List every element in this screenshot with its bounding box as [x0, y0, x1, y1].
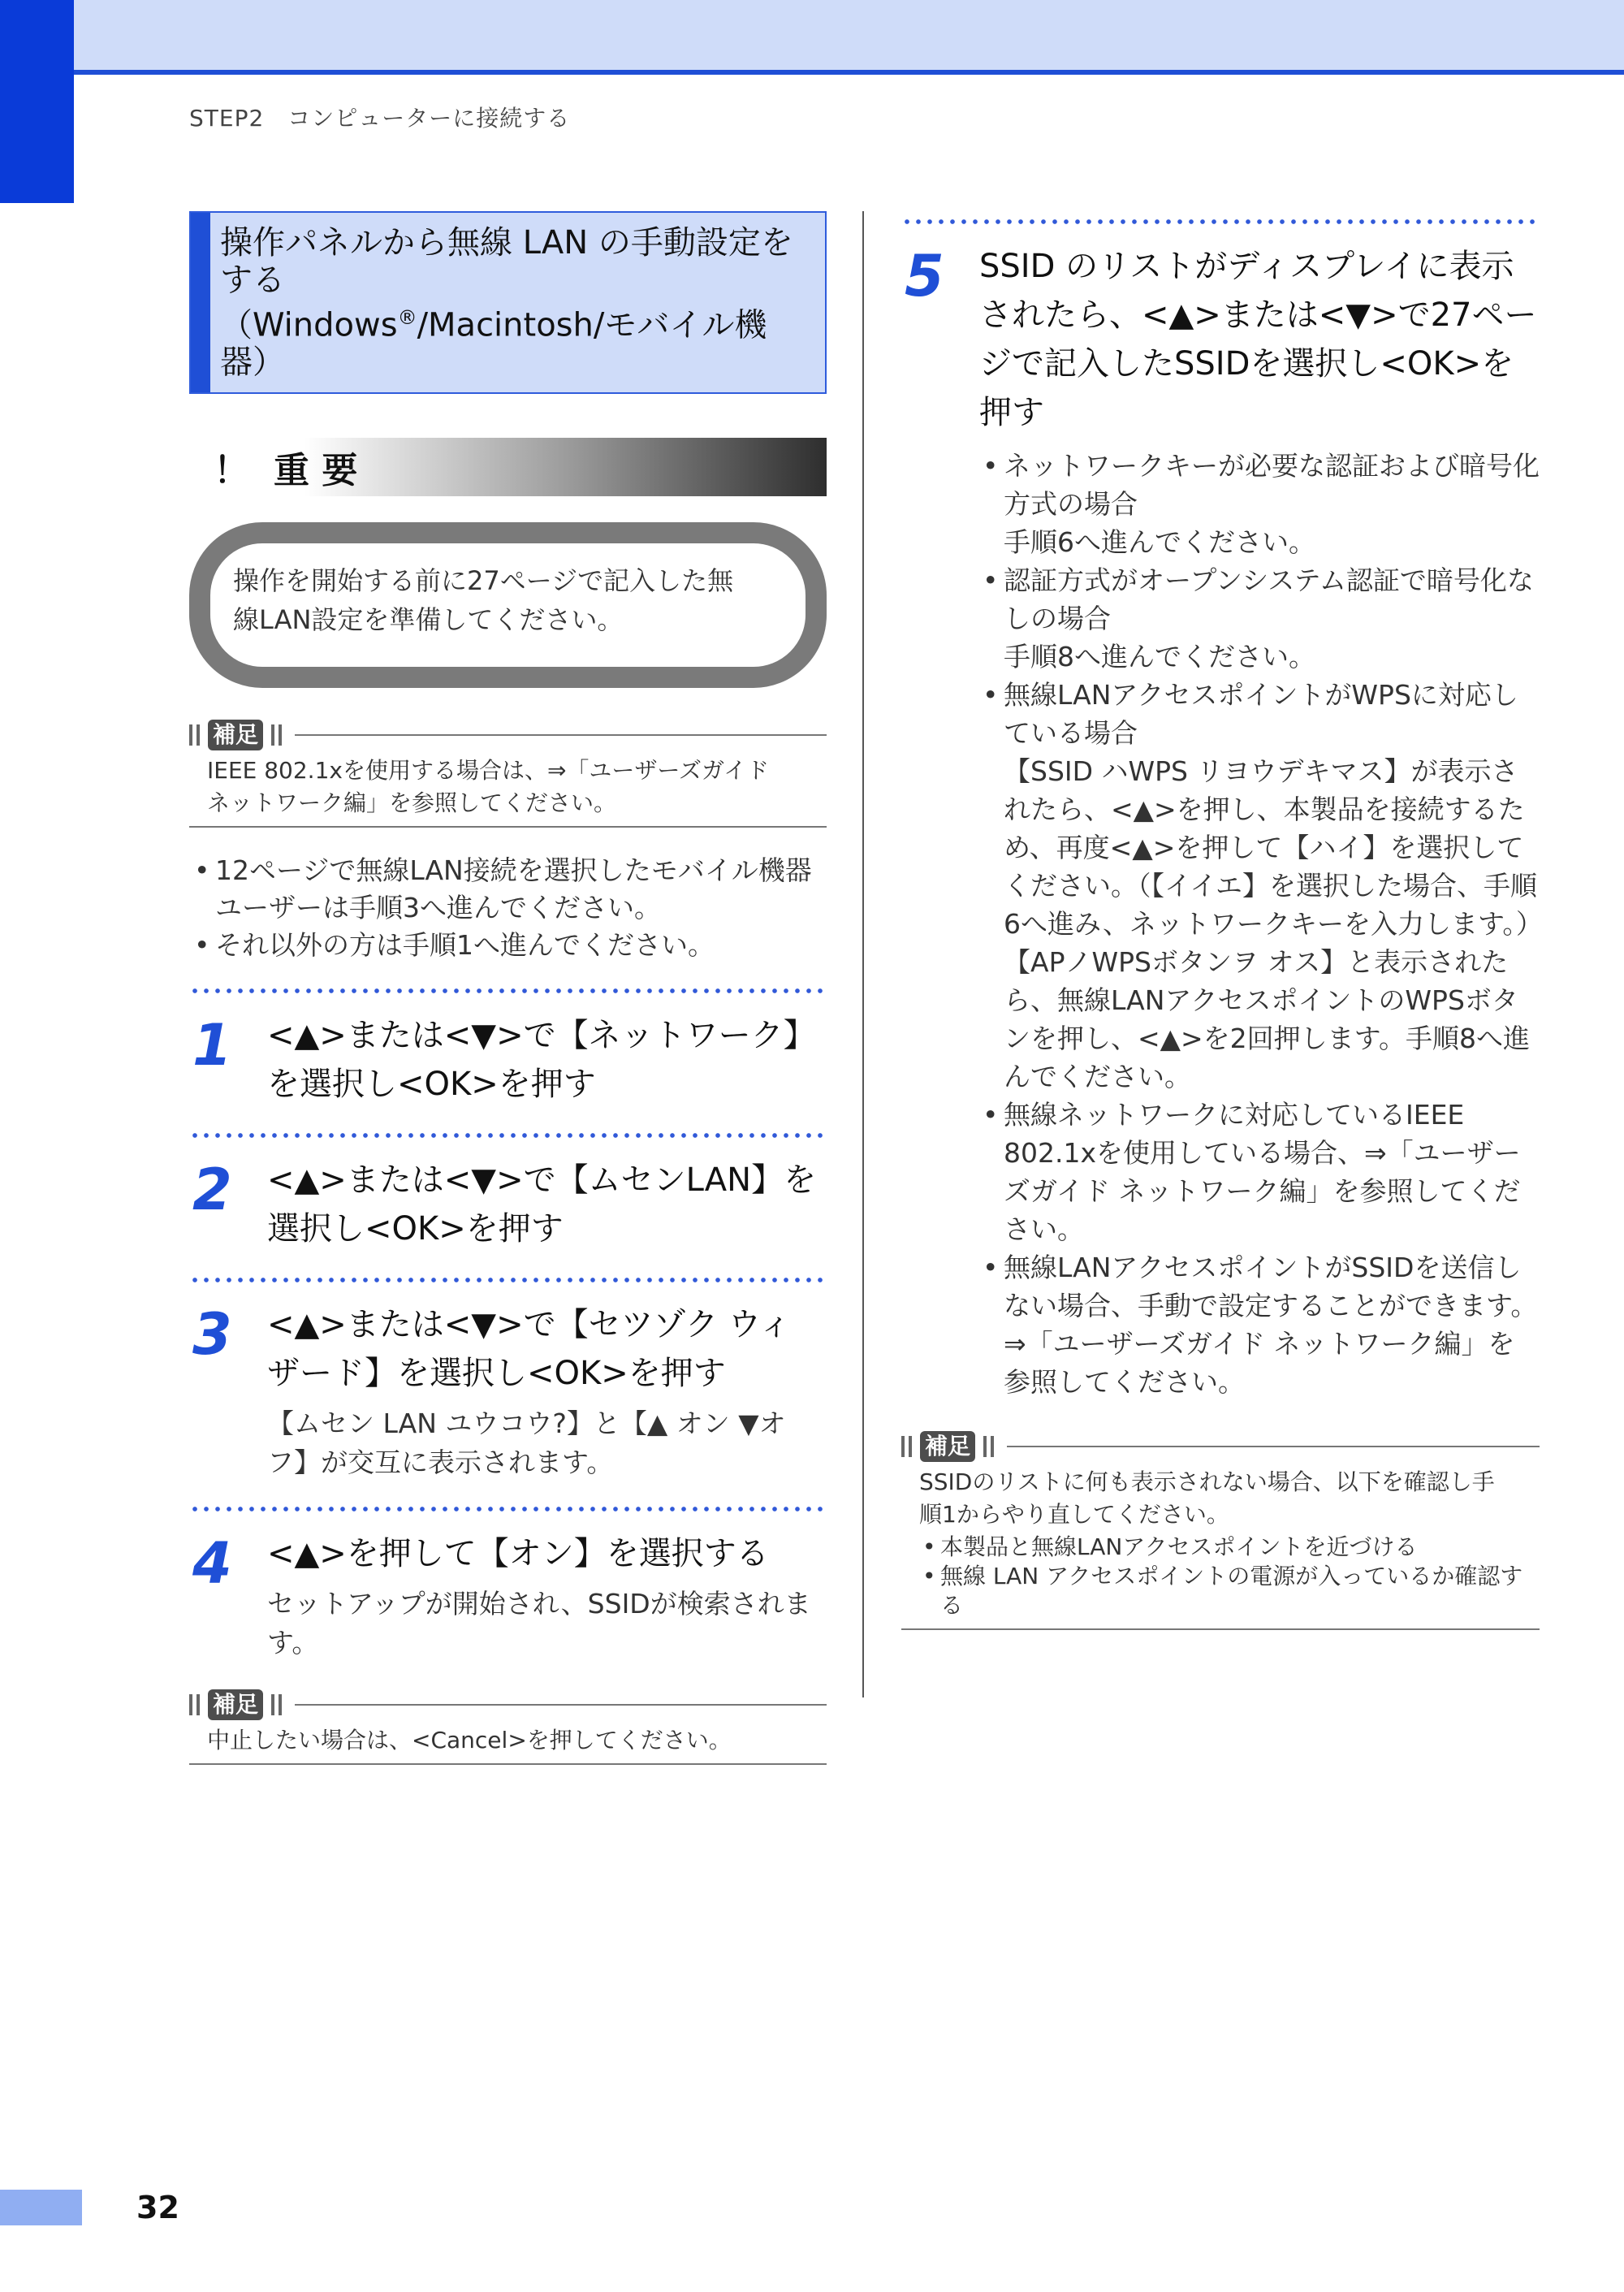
important-text: 操作を開始する前に27ページで記入した無	[233, 565, 734, 597]
important-text: 線LAN設定を準備してください。	[233, 604, 624, 636]
registered-mark: ®	[397, 306, 417, 329]
list-item: • 12ページで無線LAN接続を選択したモバイル機器ユーザーは手順3へ進んでください。	[189, 852, 827, 927]
column-divider	[862, 211, 864, 1697]
important-box	[189, 522, 827, 688]
bars-icon	[271, 1694, 282, 1715]
step-3	[189, 1300, 827, 1482]
step-title: <▲>を押して【オン】を選択する	[267, 1535, 769, 1573]
divider	[1007, 1446, 1540, 1447]
list-item: • それ以外の方は手順1へ進んでください。	[189, 927, 827, 964]
dotted-divider	[189, 1278, 827, 1282]
step-description-line: す。	[267, 1627, 319, 1659]
supplement-label: 補足	[208, 1689, 263, 1720]
section-title	[189, 211, 827, 394]
supplement-text: SSIDのリストに何も表示されない場合、以下を確認し手	[919, 1468, 1495, 1495]
step-number: 5	[905, 243, 944, 309]
title-text: （Windows	[220, 306, 398, 344]
step-description-line: 【ムセン LAN ユウコウ?】と【▲ オン ▼オ	[267, 1408, 786, 1440]
step-number: 4	[192, 1530, 232, 1598]
supplement-label: 補足	[208, 720, 263, 750]
step-number: 1	[192, 1012, 232, 1079]
step-description-line: フ】が交互に表示されます。	[267, 1447, 614, 1479]
supplement-note	[189, 1687, 827, 1765]
bars-icon	[189, 1694, 200, 1715]
step-title: されたら、<▲>または<▼>で27ペー	[979, 296, 1537, 334]
step-title: 選択し<OK>を押す	[267, 1210, 564, 1248]
divider	[295, 734, 827, 736]
list-item: • 無線LANアクセスポイントがWPSに対応している場合 【SSID ハWPS リヨウデキマス】が表示されたら、<▲>を押し、本製品を接続するため、再度<▲>を押して【ハイ】を選択してください。（【イイエ】を選択した場合、手順6へ進み、ネットワークキーを入力します。）【APノWPSボタンヲ オス】と表示されたら、無線LANアクセスポイントのWPSボタンを押し、<▲>を2回押します。手順8へ進んでください。	[979, 676, 1540, 1096]
page-tab	[0, 2190, 82, 2225]
step-1	[189, 1011, 827, 1109]
list-item: • 無線LANアクセスポイントがSSIDを送信しない場合、手動で設定することができます。⇒「ユーザーズガイド ネットワーク編」を参照してください。	[979, 1248, 1540, 1401]
step-title: SSID のリストがディスプレイに表示	[979, 248, 1514, 285]
intro-list	[189, 852, 827, 964]
list-item: • 無線ネットワークに対応しているIEEE 802.1xを使用している場合、⇒「ユーザーズガイド ネットワーク編」を参照してください。	[979, 1096, 1540, 1248]
dotted-divider	[189, 1507, 827, 1511]
step-description-line: セットアップが開始され、SSIDが検索されま	[267, 1588, 811, 1620]
left-column	[189, 211, 827, 1765]
bars-icon	[271, 724, 282, 746]
section-title-line: する	[220, 262, 285, 299]
title-text: /Macintosh/モバイル機器）	[220, 306, 767, 382]
dotted-divider	[189, 1133, 827, 1138]
important-label: 重 要	[274, 450, 358, 492]
exclamation-icon: ！	[214, 450, 249, 492]
header-band	[0, 0, 1624, 71]
supplement-header	[189, 1687, 827, 1723]
list-item: • 無線 LAN アクセスポイントの電源が入っているか確認する	[919, 1562, 1540, 1620]
step-description	[267, 1404, 827, 1482]
step-2	[189, 1156, 827, 1253]
supplement-badge	[189, 720, 282, 750]
step-5	[901, 242, 1540, 1401]
supplement-text: ネットワーク編」を参照してください。	[207, 789, 617, 817]
step-title: ザード】を選択し<OK>を押す	[267, 1355, 726, 1393]
supplement-list	[901, 1533, 1540, 1620]
supplement-text: IEEE 802.1xを使用する場合は、⇒「ユーザーズガイド	[207, 757, 770, 785]
dotted-divider	[901, 219, 1540, 224]
supplement-header	[901, 1429, 1540, 1464]
supplement-text: 中止したい場合は、<Cancel>を押してください。	[207, 1727, 732, 1754]
step-title: を選択し<OK>を押す	[267, 1066, 596, 1104]
page-number: 32	[136, 2190, 179, 2225]
supplement-note	[189, 717, 827, 828]
breadcrumb: STEP2 コンピューターに接続する	[189, 105, 571, 132]
bars-icon	[189, 724, 200, 746]
supplement-header	[189, 717, 827, 753]
step-title: <▲>または<▼>で【ムセンLAN】を	[267, 1161, 817, 1200]
step-title: 押す	[979, 394, 1044, 431]
right-column	[901, 211, 1540, 1630]
dotted-divider	[189, 988, 827, 993]
chapter-tab	[0, 0, 74, 203]
step5-list	[979, 447, 1540, 1401]
supplement-text: 順1からやり直してください。	[919, 1501, 1229, 1528]
step-title: <▲>または<▼>で【セツゾク ウィ	[267, 1306, 792, 1344]
list-item: • 認証方式がオープンシステム認証で暗号化なしの場合 手順8へ進んでください。	[979, 561, 1540, 676]
supplement-badge	[189, 1689, 282, 1720]
list-item: • 本製品と無線LANアクセスポイントを近づける	[919, 1533, 1540, 1562]
important-heading	[189, 438, 827, 496]
header-rule	[73, 70, 1624, 75]
step-number: 3	[192, 1301, 232, 1369]
step-description	[267, 1585, 827, 1663]
supplement-note	[901, 1429, 1540, 1630]
bars-icon	[983, 1436, 994, 1457]
step-number: 2	[192, 1157, 232, 1224]
section-title-line: 操作パネルから無線 LAN の手動設定を	[220, 224, 793, 262]
supplement-label: 補足	[920, 1431, 975, 1462]
supplement-badge	[901, 1431, 994, 1462]
step-title: <▲>または<▼>で【ネットワーク】	[267, 1017, 816, 1055]
step-4	[189, 1529, 827, 1663]
step-title: ジで記入したSSIDを選択し<OK>を	[979, 345, 1514, 383]
section-title-line	[220, 299, 812, 381]
divider	[295, 1704, 827, 1706]
list-item: • ネットワークキーが必要な認証および暗号化方式の場合 手順6へ進んでください。	[979, 447, 1540, 561]
bars-icon	[901, 1436, 912, 1457]
